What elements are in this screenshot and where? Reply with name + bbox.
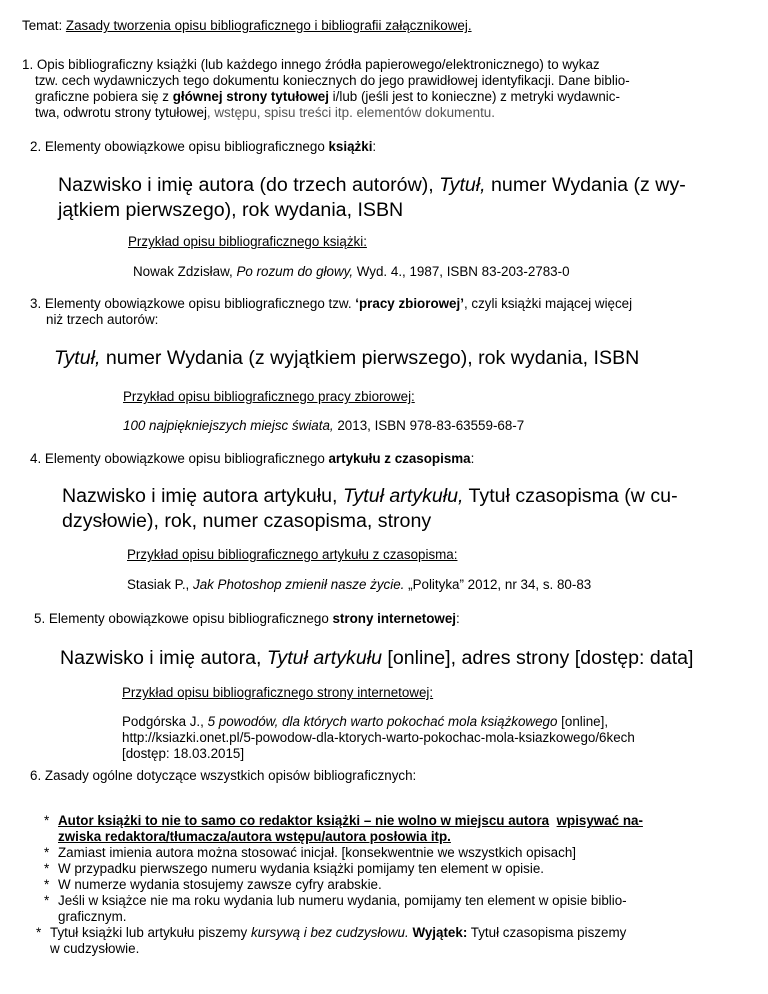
s3-example (123, 418, 524, 434)
rule-6 (36, 925, 760, 957)
s2-big-italic: Tytuł, (439, 174, 486, 196)
s3-heading-line-2: niż trzech autorów: (46, 312, 159, 327)
rule-5 (44, 893, 760, 925)
rule-5-line-2: graficznym. (58, 909, 127, 924)
s5-example-url: http://ksiazki.onet.pl/5-powodow-dla-ktorych-warto-pokochac-mola-ksiazkowego/6kech (122, 730, 635, 745)
s4-heading-text: 4. Elementy obowiązkowe opisu bibliograficznego (30, 451, 329, 466)
s5-example-author: Podgórska J., (122, 714, 208, 729)
rule-4-text: W numerze wydania stosujemy zawsze cyfry arabskie. (58, 877, 382, 892)
rule-1-text-c: zwiska redaktora/tłumacza/autora wstępu/autora posłowia itp. (58, 829, 451, 844)
s3-big-rest: numer Wydania (z wyjątkiem pierwszego), rok wydania, ISBN (100, 347, 640, 369)
s4-example-rest: „Polityka” 2012, nr 34, s. 80-83 (404, 577, 592, 592)
s1-l4-text: twa, odwrotu strony tytułowej (35, 105, 207, 120)
rule-1 (44, 813, 760, 845)
rule-3-text: W przypadku pierwszego numeru wydania książki pomijamy ten element w opisie. (58, 861, 544, 876)
s4-big-italic: Tytuł artykułu, (342, 485, 464, 507)
rule-6-text: Tytuł książki lub artykułu piszemy (50, 925, 251, 940)
s1-line-1: 1. Opis bibliograficzny książki (lub każdego innego źródła papierowego/elektronicznego) to wykaz (22, 57, 600, 72)
rule-1-bullet: * (44, 813, 50, 828)
section-1 (22, 57, 630, 121)
s5-heading-text: 5. Elementy obowiązkowe opisu bibliograficznego (34, 611, 333, 626)
s4-example-author: Stasiak P., (127, 577, 193, 592)
section-3-heading (30, 296, 632, 328)
rule-6-italic: kursywą i bez cudzysłowu. (250, 925, 409, 940)
s5-big-text: Nazwisko i imię autora, (60, 647, 267, 669)
s3-example-title: 100 najpiękniejszych miejsc świata, (123, 418, 334, 433)
s1-l4-rest: , wstępu, spisu treści itp. elementów dokumentu. (206, 105, 495, 120)
section-4-heading (30, 451, 474, 467)
rule-1-line-2 (58, 829, 760, 845)
s2-big-text: Nazwisko i imię autora (do trzech autorów), (58, 174, 440, 196)
s4-big-rest: Tytuł czasopisma (w cu- (463, 485, 678, 507)
rule-3 (44, 861, 760, 877)
rule-5-bullet: * (44, 893, 50, 908)
title-prefix: Temat: (22, 18, 66, 33)
s2-example-author: Nowak Zdzisław, (133, 264, 237, 279)
s2-big-line-1 (58, 173, 686, 198)
rule-2-text: Zamiast imienia autora można stosować inicjał. [konsekwentnie we wszystkich opisach] (58, 845, 576, 860)
section-5-heading (34, 611, 460, 627)
rule-6-bullet: * (36, 925, 42, 940)
s3-big-italic: Tytuł, (54, 347, 101, 369)
s5-example-label: Przykład opisu bibliograficznego strony internetowej: (122, 685, 434, 700)
s4-example-label: Przykład opisu bibliograficznego artykułu z czasopisma: (127, 547, 458, 562)
rule-4 (44, 877, 760, 893)
s2-big-line-2: jątkiem pierwszego), rok wydania, ISBN (58, 199, 404, 221)
section-6-heading: 6. Zasady ogólne dotyczące wszystkich opisów bibliograficznych: (30, 768, 417, 783)
rule-5-line-1: Jeśli w książce nie ma roku wydania lub numeru wydania, pomijamy ten element w opisie biblio- (58, 893, 627, 908)
s5-heading-colon: : (456, 611, 460, 626)
s2-example (133, 264, 570, 280)
rule-1-line-1 (58, 813, 760, 829)
s1-l3-rest: i/lub (jeśli jest to konieczne) z metryki wydawnic- (328, 89, 620, 104)
s1-l3-text: graficzne pobiera się z (35, 89, 173, 104)
section-2-elements (58, 173, 686, 223)
s4-example-title: Jak Photoshop zmienił nasze życie. (193, 577, 405, 592)
s3-heading-text: 3. Elementy obowiązkowe opisu bibliograficznego tzw. (30, 296, 356, 311)
rule-6-line-1 (50, 925, 760, 941)
s3-heading-line-1 (30, 296, 632, 312)
title-text: Zasady tworzenia opisu bibliograficznego i bibliografii załącznikowej. (65, 18, 472, 33)
s5-example-title: 5 powodów, dla których warto pokochać mola książkowego (207, 714, 558, 729)
s2-heading-text: 2. Elementy obowiązkowe opisu bibliograficznego (30, 139, 329, 154)
rule-1-text-b: wpisywać na- (556, 813, 643, 828)
s1-line-2: tzw. cech wydawniczych tego dokumentu koniecznych do jego prawidłowej identyfikacji. Dane biblio- (35, 73, 630, 88)
rule-2-bullet: * (44, 845, 50, 860)
s5-big-rest: [online], adres strony [dostęp: data] (381, 647, 694, 669)
s4-heading-colon: : (470, 451, 475, 466)
rule-3-bullet: * (44, 861, 50, 876)
s4-heading-bold: artykułu z czasopisma (328, 451, 471, 466)
s5-example-access: [dostęp: 18.03.2015] (122, 746, 245, 761)
s4-big-line-2: dzysłowie), rok, numer czasopisma, strony (62, 510, 432, 532)
s3-example-label: Przykład opisu bibliograficznego pracy zbiorowej: (123, 389, 415, 404)
s1-line-3 (22, 89, 630, 105)
section-3-elements (54, 346, 639, 371)
document-title (22, 18, 472, 33)
s3-heading-bold: ‘pracy zbiorowej’ (355, 296, 464, 311)
rule-2 (44, 845, 760, 861)
section-2-heading (30, 139, 376, 155)
s2-example-label: Przykład opisu bibliograficznego książki: (128, 234, 367, 249)
s1-line-4 (22, 105, 630, 121)
rule-6-bold: Wyjątek: (412, 925, 468, 940)
rule-4-bullet: * (44, 877, 50, 892)
s2-example-title: Po rozum do głowy, (236, 264, 354, 279)
s3-heading-rest: , czyli książki mającej więcej (463, 296, 633, 311)
s5-heading-bold: strony internetowej (332, 611, 456, 626)
s5-big-italic: Tytuł artykułu (266, 647, 382, 669)
s3-example-rest: 2013, ISBN 978-83-63559-68-7 (333, 418, 525, 433)
s2-heading-bold: książki (328, 139, 373, 154)
section-5-elements (60, 646, 693, 671)
s1-l3-bold: głównej strony tytułowej (172, 89, 329, 104)
section-6-rules (36, 813, 760, 957)
rule-6-rest: Tytuł czasopisma piszemy (467, 925, 627, 940)
s2-big-rest: numer Wydania (z wy- (485, 174, 686, 196)
s5-example-online: [online], (557, 714, 609, 729)
s4-big-line-1 (62, 484, 678, 509)
s4-big-text: Nazwisko i imię autora artykułu, (62, 485, 343, 507)
s5-example-line-1 (122, 714, 635, 730)
s2-example-rest: Wyd. 4., 1987, ISBN 83-203-2783-0 (353, 264, 570, 279)
rule-1-text-a: Autor książki to nie to samo co redaktor książki – nie wolno w miejscu autora (58, 813, 550, 828)
rule-6-line-2: w cudzysłowie. (50, 941, 140, 956)
s5-example (122, 714, 635, 762)
section-4-elements (62, 484, 678, 534)
s2-heading-colon: : (372, 139, 377, 154)
s4-example (127, 577, 591, 593)
